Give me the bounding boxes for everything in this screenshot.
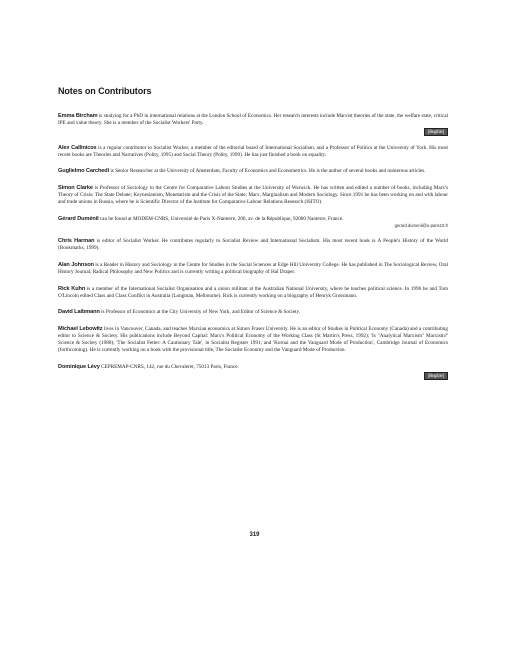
section-heading: Notes on Contributors: [58, 86, 152, 96]
contributor-bio: is Senior Researcher at the University of Amsterdam, Faculty of Economics and Econometrics. He is the author of several books and numerous articles.: [110, 168, 426, 175]
page-number: 319: [249, 532, 260, 538]
email-line: [58, 223, 448, 229]
contributor-name: Gérard Duménil: [58, 215, 99, 222]
contributor-entry: [58, 364, 448, 371]
contributor-name: Alex Callinicos: [58, 144, 97, 151]
contributor-name: Emma Bircham: [58, 113, 98, 119]
contributor-name: Michael Lebowitz: [58, 326, 103, 332]
contributor-name: Alan Johnson: [58, 262, 94, 269]
contributor-bio: can be found at MODEM-CNRS, Université de Paris X-Nanterre, 200, av. de la République, 92000 Nanterre, France.: [99, 215, 344, 222]
contributor-bio: is editor of Socialist Worker. He contributes regularly to Socialist Review and International Socialism. His most recent book is A People's History of the World (Bookmarks, 1999).: [58, 238, 449, 252]
contributor-entry: [58, 185, 448, 206]
contributor-name: Chris Harman: [58, 238, 95, 245]
contributor-entry: [58, 238, 448, 252]
contributor-bio: is Professor of Sociology in the Centre for Comparative Labour Studies at the University of Warwick. He has written and edited a number of books, including Marx's Theory of Crisis; The State Debate; Keynesianism, Monetarism and the Crisis of the State; Marx, Marginalism and Modern Sociology. Since 1991 he has been working on and with labour and trade unions in Russia, where he is Scientific Director of the Institute for Comparative Labour Relations Research (ISITO).: [58, 184, 448, 206]
contributor-entry: [58, 262, 448, 276]
contributor-bio: lives in Vancouver, Canada, and teaches Marxian economics at Simon Fraser University. He is an editor of Studies in Political Economy (Canada) and a contributing editor to Science & Society. His publications include Beyond Capital: Marx's Political Economy of the Working Class (St Martin's Press, 1992); 'Is "Analytical Marxism" Marxism?' Science & Society (1988); 'The Socialist Fetter: A Cautionary Tale', in Socialist Register 1991; and 'Kornai and the Vanguard Mode of Production', Cambridge Journal of Economics (forthcoming). He is currently working on a book with the provisional title, The Socialist Economy and the Vanguard Mode of Production.: [58, 326, 448, 354]
contributor-name: Dominique Lévy: [58, 363, 100, 370]
contributor-entry: [58, 286, 448, 300]
contributor-entry: [58, 309, 448, 316]
contributor-entry: [58, 326, 448, 354]
contributor-bio: is a Reader in History and Sociology in the Centre for Studies in the Social Sciences at Edge Hill University College. He has published in The Sociological Review, Oral History Journal, Radical Philosophy and New Politics and is currently writing a political biography of Hal Draper.: [58, 262, 448, 276]
contributor-email: [illegible]: [424, 372, 448, 380]
email-line: [58, 128, 448, 136]
contributor-bio: is a member of the International Socialist Organisation and a union militant at the Australian National University, where he teaches political science. In 1996 he and Tom O'Lincoln edited Class and Class Conflict in Australia (Longman, Melbourne). Rick is currently working on a biography of Henryk Grossmann.: [58, 285, 448, 299]
contributor-bio: is Professor of Economics at the City University of New York, and Editor of Science & Society.: [101, 309, 301, 316]
contributor-name: Guglielmo Carchedi: [58, 168, 110, 175]
contributor-bio: is studying for a PhD in international relations at the London School of Economics. Her research interests include Marxist theories of the state, the welfare state, critical IPE and value theory. She is a member of the Socialist Workers' Party.: [58, 113, 448, 127]
contributor-bio: CEPREMAP-CNRS, 142, rue du Chevaleret, 75013 Paris, France.: [101, 363, 239, 370]
email-line: [58, 372, 448, 380]
contributor-list: [58, 113, 448, 380]
contributor-entry: [58, 113, 448, 127]
contributor-entry: [58, 168, 448, 175]
contributor-entry: [58, 216, 448, 223]
contributor-email: [illegible]: [424, 128, 448, 136]
contributor-bio: is a regular contributor to Socialist Worker, a member of the editorial board of International Socialism, and a Professor of Politics at the University of York. His most recent books are Theories and Narratives (Polity, 1995) and Social Theory (Polity, 1999). He has just finished a book on equality.: [58, 144, 449, 158]
contributor-email: gerard.dumenil@u-paris10.fr: [394, 223, 448, 229]
contributor-name: David Laibmann: [58, 309, 100, 316]
contributor-name: Rick Kuhn: [58, 285, 86, 292]
contributor-name: Simon Clarke: [58, 184, 93, 191]
contributor-entry: [58, 145, 448, 159]
